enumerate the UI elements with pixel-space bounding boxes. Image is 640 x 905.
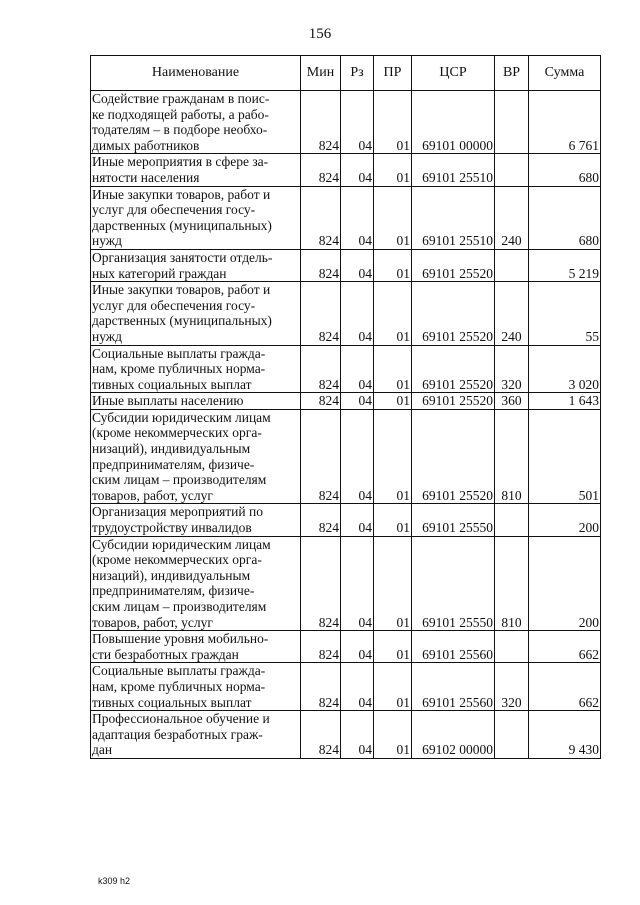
row-pr: 01	[374, 282, 412, 345]
header-sum: Сумма	[529, 56, 601, 91]
row-name-line: дарственных (муниципальных)	[92, 313, 272, 329]
row-name-line: предпринимателям, физиче-	[92, 583, 255, 599]
row-sum: 9 430	[529, 711, 601, 759]
header-name: Наименование	[91, 56, 301, 91]
row-min: 824	[301, 536, 341, 631]
row-name-line: Иные мероприятия в сфере за-	[92, 154, 269, 170]
row-name	[91, 711, 301, 759]
row-vr: 810	[495, 536, 529, 631]
row-vr: 320	[495, 345, 529, 393]
row-pr: 01	[374, 711, 412, 759]
row-min: 824	[301, 631, 341, 663]
row-csr: 69101 25560	[412, 663, 495, 711]
row-min: 824	[301, 249, 341, 281]
row-name-line: тивных социальных выплат	[92, 376, 252, 392]
row-min: 824	[301, 282, 341, 345]
row-sum: 200	[529, 504, 601, 536]
row-rz: 04	[341, 249, 374, 281]
row-name-line: Повышение уровня мобильно-	[92, 631, 269, 647]
row-pr: 01	[374, 249, 412, 281]
row-name-line: нятости населения	[92, 169, 200, 185]
row-vr	[495, 631, 529, 663]
row-pr: 01	[374, 631, 412, 663]
row-rz: 04	[341, 409, 374, 504]
row-csr: 69101 25520	[412, 249, 495, 281]
header-vr: ВР	[495, 56, 529, 91]
row-vr	[495, 154, 529, 186]
row-vr: 240	[495, 282, 529, 345]
row-name-line: низаций), индивидуальным	[92, 567, 251, 583]
row-csr: 69101 25560	[412, 631, 495, 663]
row-vr: 240	[495, 186, 529, 249]
row-name-line: Субсидии юридическим лицам	[92, 409, 271, 425]
row-name	[91, 393, 301, 410]
row-rz: 04	[341, 711, 374, 759]
row-csr: 69101 00000	[412, 91, 495, 154]
row-vr: 360	[495, 393, 529, 410]
budget-table	[90, 55, 601, 759]
row-name-line: нужд	[92, 233, 122, 249]
table-row	[91, 282, 601, 345]
row-name	[91, 91, 301, 154]
header-csr: ЦСР	[412, 56, 495, 91]
row-csr: 69101 25550	[412, 504, 495, 536]
row-vr: 320	[495, 663, 529, 711]
row-name-line: предпринимателям, физиче-	[92, 456, 255, 472]
row-name-line: ским лицам – производителям	[92, 599, 267, 614]
row-min: 824	[301, 409, 341, 504]
row-name-line: тодателям – в подборе необхо-	[92, 122, 268, 138]
table-row	[91, 536, 601, 631]
row-name-line: Иные закупки товаров, работ и	[92, 282, 271, 298]
row-csr: 69102 00000	[412, 711, 495, 759]
row-name	[91, 249, 301, 281]
row-name-line: (кроме некоммерческих орга-	[92, 552, 262, 568]
table-row	[91, 186, 601, 249]
row-name-line: ским лицам – производителям	[92, 472, 267, 488]
row-pr: 01	[374, 409, 412, 504]
row-sum: 662	[529, 631, 601, 663]
row-rz: 04	[341, 186, 374, 249]
row-min: 824	[301, 711, 341, 759]
row-name-line: Субсидии юридическим лицам	[92, 536, 271, 552]
row-name-line: Социальные выплаты гражда-	[92, 345, 266, 361]
row-sum: 501	[529, 409, 601, 504]
header-rz: Рз	[341, 56, 374, 91]
table-row	[91, 154, 601, 186]
row-rz: 04	[341, 91, 374, 154]
row-name-line: (кроме некоммерческих орга-	[92, 425, 262, 441]
row-min: 824	[301, 186, 341, 249]
row-name	[91, 345, 301, 393]
row-name-line: трудоустройству инвалидов	[92, 520, 252, 536]
table-row	[91, 249, 601, 281]
row-name-line: услуг для обеспечения госу-	[92, 297, 256, 313]
table-row	[91, 711, 601, 759]
row-vr: 810	[495, 409, 529, 504]
row-name-line: сти безработных граждан	[92, 646, 239, 662]
row-pr: 01	[374, 345, 412, 393]
row-name-line: нам, кроме публичных норма-	[92, 361, 266, 377]
row-sum: 3 020	[529, 345, 601, 393]
row-name	[91, 631, 301, 663]
row-csr: 69101 25520	[412, 282, 495, 345]
row-pr: 01	[374, 663, 412, 711]
row-name-line: дан	[92, 742, 113, 758]
row-vr	[495, 249, 529, 281]
row-pr: 01	[374, 154, 412, 186]
row-csr: 69101 25520	[412, 409, 495, 504]
table-row	[91, 663, 601, 711]
row-csr: 69101 25510	[412, 186, 495, 249]
row-sum: 680	[529, 154, 601, 186]
row-name-line: димых работников	[92, 137, 200, 153]
row-csr: 69101 25520	[412, 393, 495, 410]
row-name	[91, 282, 301, 345]
row-name	[91, 409, 301, 504]
row-name-line: ке подходящей работы, а рабо-	[92, 106, 269, 122]
row-min: 824	[301, 393, 341, 410]
row-name	[91, 154, 301, 186]
page-number: 156	[308, 26, 332, 42]
row-name	[91, 536, 301, 631]
row-name-line: низаций), индивидуальным	[92, 441, 251, 457]
row-rz: 04	[341, 282, 374, 345]
footer-code: k309 h2	[98, 876, 131, 886]
row-rz: 04	[341, 393, 374, 410]
table-header-row	[91, 56, 601, 91]
row-min: 824	[301, 504, 341, 536]
row-name-line: Организация занятости отдель-	[92, 249, 273, 265]
row-name-line: Социальные выплаты гражда-	[92, 663, 266, 679]
row-sum: 662	[529, 663, 601, 711]
row-name	[91, 504, 301, 536]
table-row	[91, 504, 601, 536]
row-name-line: товаров, работ, услуг	[92, 614, 213, 630]
row-pr: 01	[374, 91, 412, 154]
row-name-line: товаров, работ, услуг	[92, 487, 213, 503]
row-csr: 69101 25520	[412, 345, 495, 393]
row-vr	[495, 91, 529, 154]
row-name-line: нам, кроме публичных норма-	[92, 678, 266, 694]
row-pr: 01	[374, 186, 412, 249]
table-row	[91, 345, 601, 393]
row-rz: 04	[341, 631, 374, 663]
row-rz: 04	[341, 504, 374, 536]
row-name-line: Иные закупки товаров, работ и	[92, 186, 271, 202]
row-min: 824	[301, 154, 341, 186]
row-pr: 01	[374, 504, 412, 536]
header-min: Мин	[301, 56, 341, 91]
row-sum: 200	[529, 536, 601, 631]
row-name-line: адаптация безработных граж-	[92, 726, 263, 742]
row-name-line: Профессиональное обучение и	[92, 711, 270, 727]
table-row	[91, 631, 601, 663]
row-min: 824	[301, 345, 341, 393]
row-sum: 1 643	[529, 393, 601, 410]
row-csr: 69101 25510	[412, 154, 495, 186]
table-row	[91, 91, 601, 154]
row-pr: 01	[374, 393, 412, 410]
row-csr: 69101 25550	[412, 536, 495, 631]
row-sum: 680	[529, 186, 601, 249]
row-name	[91, 186, 301, 249]
row-vr	[495, 504, 529, 536]
row-name-line: ных категорий граждан	[92, 265, 227, 281]
row-name-line: нужд	[92, 328, 122, 344]
table-row	[91, 393, 601, 410]
row-min: 824	[301, 91, 341, 154]
row-rz: 04	[341, 154, 374, 186]
row-vr	[495, 711, 529, 759]
row-name-line: дарственных (муниципальных)	[92, 217, 272, 233]
row-name-line: Содействие гражданам в поис-	[92, 91, 270, 106]
table-body	[91, 91, 601, 759]
row-name-line: услуг для обеспечения госу-	[92, 202, 256, 218]
row-name	[91, 663, 301, 711]
row-name-line: Организация мероприятий по	[92, 504, 263, 520]
row-sum: 5 219	[529, 249, 601, 281]
row-rz: 04	[341, 536, 374, 631]
row-name-line: Иные выплаты населению	[92, 393, 244, 409]
row-rz: 04	[341, 663, 374, 711]
table-row	[91, 409, 601, 504]
row-name-line: тивных социальных выплат	[92, 694, 252, 710]
header-pr: ПР	[374, 56, 412, 91]
row-pr: 01	[374, 536, 412, 631]
row-sum: 55	[529, 282, 601, 345]
row-min: 824	[301, 663, 341, 711]
row-sum: 6 761	[529, 91, 601, 154]
row-rz: 04	[341, 345, 374, 393]
